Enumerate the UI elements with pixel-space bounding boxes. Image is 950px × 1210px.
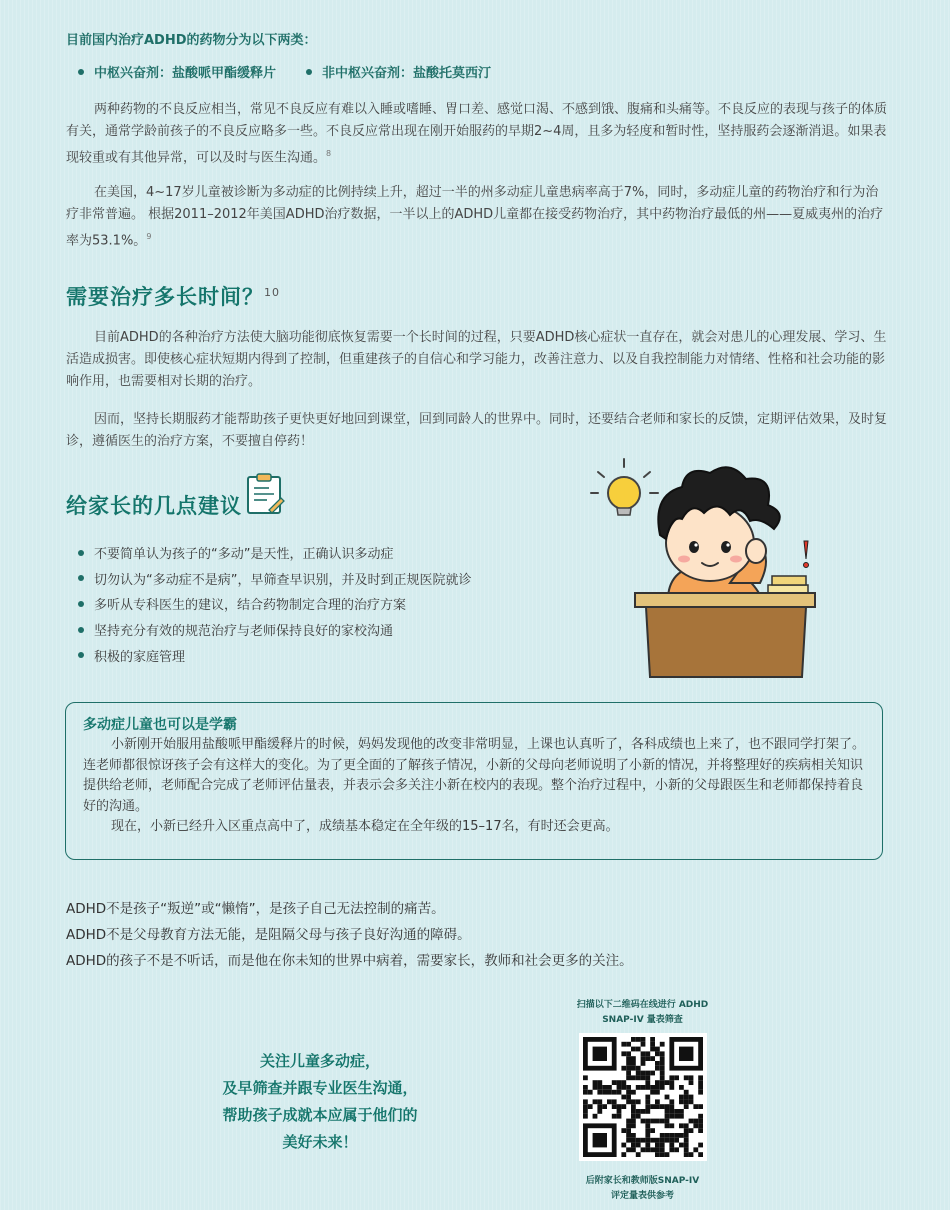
list-item: 多听从专科医生的建议，结合药物制定合理的治疗方案 [78,593,471,619]
bullet-icon [78,601,84,607]
drug-item-nonstimulant: 非中枢兴奋剂：盐酸托莫西汀 [306,62,491,81]
bullet-icon [78,627,84,633]
thinking-boy-illustration [590,455,825,680]
drug-item-stimulant: 中枢兴奋剂：盐酸哌甲酯缓释片 [78,62,276,81]
story-paragraph-1: 小新刚开始服用盐酸哌甲酯缓释片的时候，妈妈发现他的改变非常明显，上课也认真听了，各科成绩也上来了，也不跟同学打架了。连老师都很惊讶孩子会有这样大的变化。为了更全面的了解孩子情况，小新的父母向老师说明了小新的情况，并将整理好的疾病相关知识提供给老师，老师配合完成了老师评估量表，并表示会多关注小新在校内的表现。整个治疗过程中，小新的父母跟医生和老师都保持着良好的沟通。 [83,737,866,814]
closing-statements [66,896,633,974]
side-effects-paragraph: 两种药物的不良反应相当，常见不良反应有难以入睡或嗜睡、胃口差、感觉口渴、不感到饿、腹痛和头痛等。不良反应的表现与孩子的体质有关，通常学龄前孩子的不良反应略多一些。不良反应常出现在刚开始服药的早期2~4周，且多为轻度和暂时性，坚持服药会逐渐消退。如果表现较重或有其他异常，可以及时与医生沟通。$^8$ [66,102,888,166]
success-story-box [65,702,883,860]
story-title: 多动症儿童也可以是学霸 [83,717,237,733]
list-item: 坚持充分有效的规范治疗与老师保持良好的家校沟通 [78,619,471,645]
qr-caption-top: 扫描以下二维码在线进行 ADHD SNAP-IV 量表筛查 [576,1000,709,1025]
advice-heading: 给家长的几点建议 [66,494,242,518]
reference-mark: 8 [326,149,332,158]
closing-line: ADHD不是父母教育方法无能，是阻隔父母与孩子良好沟通的障碍。 [66,927,471,943]
bullet-icon [78,69,84,75]
lightbulb-icon [608,477,640,509]
closing-line: ADHD不是孩子“叛逆”或“懒惰”，是孩子自己无法控制的痛苦。 [66,901,445,917]
duration-paragraph-2: 因而，坚持长期服药才能帮助孩子更快更好地回到课堂，回到同龄人的世界中。同时，还要结合老师和家长的反馈，定期评估效果，及时复诊，遵循医生的治疗方案，不要擅自停药！ [66,412,888,449]
closing-line: ADHD的孩子不是不听话，而是他在你未知的世界中病着，需要家长，教师和社会更多的关注。 [66,953,633,969]
qr-caption-bottom: 后附家长和教师版SNAP-IV 评定量表供参考 [585,1176,700,1201]
list-item: 不要简单认为孩子的“多动”是天性，正确认识多动症 [78,542,471,568]
advice-list [78,542,471,670]
duration-paragraph-1: 目前ADHD的各种治疗方法使大脑功能彻底恢复需要一个长时间的过程，只要ADHD核心症状一直存在，就会对患儿的心理发展、学习、生活造成损害。即使核心症状短期内得到了控制，但重建孩子的自信心和学习能力，改善注意力、以及自我控制能力对情绪、性格和社会功能的影响作用，也需要相对长期的治疗。 [66,330,887,389]
list-item: 积极的家庭管理 [78,645,471,671]
clipboard-icon [245,472,285,516]
call-to-action: 关注儿童多动症， 及早筛查并跟专业医生沟通， 帮助孩子成就本应属于他们的 美好未来！ [222,1052,418,1151]
duration-heading: 需要治疗多长时间？$^{10}$ [66,285,280,309]
reference-mark: 10 [264,286,280,299]
bullet-icon [78,550,84,556]
us-data-paragraph: 在美国，4~17岁儿童被诊断为多动症的比例持续上升，超过一半的州多动症儿童患病率高于7%，同时，多动症儿童的药物治疗和行为治疗非常普遍。 根据2011–2012年美国ADHD治疗数据，一半以上的ADHD儿童都在接受药物治疗，其中药物治疗最低的州——夏威夷州的治疗率为53.1%。$^9$ [66,185,884,249]
exclamation-icon [804,541,808,559]
list-item: 切勿认为“多动症不是病”，早筛查早识别，并及时到正规医院就诊 [78,568,471,594]
bullet-icon [78,652,84,658]
bullet-icon [78,575,84,581]
qr-code-icon [579,1033,707,1161]
qr-code[interactable] [579,1033,707,1161]
intro-title: 目前国内治疗ADHD的药物分为以下两类： [66,33,317,48]
story-paragraph-2: 现在，小新已经升入区重点高中了，成绩基本稳定在全年级的15–17名，有时还会更高。 [111,819,619,834]
bullet-icon [306,69,312,75]
drug-list [78,62,491,81]
reference-mark: 9 [146,232,152,241]
